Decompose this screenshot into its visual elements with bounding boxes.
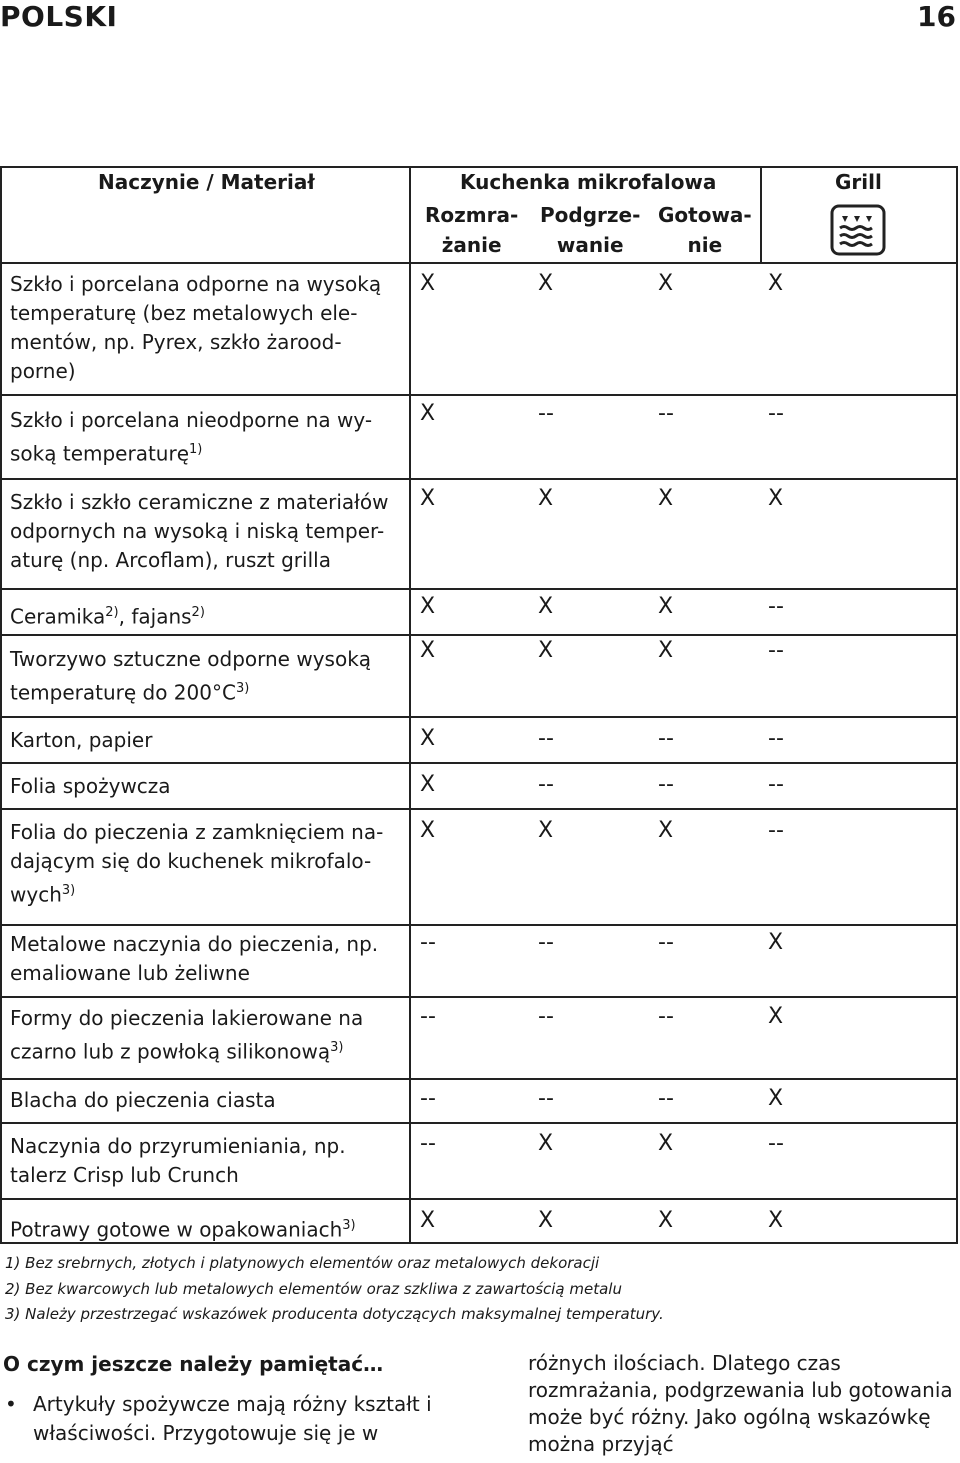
- bullet-icon: •: [5, 1392, 17, 1416]
- section-heading: O czym jeszcze należy pamiętać…: [3, 1352, 384, 1376]
- compatibility-mark: X: [538, 271, 554, 296]
- material-label: [10, 772, 171, 801]
- footnote-ref: 3): [330, 1040, 344, 1055]
- compatibility-mark: X: [420, 1208, 436, 1233]
- material-text: Metalowe naczynia do pieczenia, np. emaliowane lub żeliwne: [10, 932, 379, 985]
- table-rule: [0, 166, 958, 168]
- material-text: Formy do pieczenia lakierowane na czarno lub z powłoką silikonową: [10, 1006, 364, 1064]
- footnote: 1) Bez srebrnych, złotych i platynowych elementów oraz metalowych dekoracji: [5, 1254, 600, 1272]
- table-rule: [0, 924, 958, 926]
- material-text: , fajans: [118, 604, 192, 629]
- compatibility-mark: X: [658, 638, 674, 663]
- compatibility-mark: --: [768, 726, 784, 751]
- material-label: [10, 1211, 356, 1245]
- header-grill: Grill: [835, 170, 882, 194]
- sub-defrost: Rozmra- żanie: [425, 203, 519, 257]
- compatibility-mark: --: [420, 930, 436, 955]
- table-rule: [0, 1078, 958, 1080]
- compatibility-mark: X: [420, 818, 436, 843]
- table-rule: [0, 762, 958, 764]
- table-column-rule: [0, 166, 2, 1244]
- compatibility-mark: X: [538, 594, 554, 619]
- compatibility-mark: X: [768, 271, 784, 296]
- compatibility-mark: --: [768, 638, 784, 663]
- compatibility-mark: X: [658, 594, 674, 619]
- compatibility-mark: X: [538, 818, 554, 843]
- material-label: [10, 488, 388, 575]
- compatibility-mark: --: [538, 772, 554, 797]
- material-text: Szkło i porcelana nieodporne na wy- soką temperaturę: [10, 408, 373, 466]
- compatibility-mark: --: [658, 726, 674, 751]
- table-rule: [0, 808, 958, 810]
- material-text: Tworzywo sztuczne odporne wysoką temperaturę do 200°C: [10, 647, 372, 705]
- footnote-ref: 2): [105, 605, 119, 620]
- table-rule: [0, 634, 958, 636]
- material-text: Szkło i szkło ceramiczne z materiałów odpornych na wysoką i niską temper- aturę (np. Arcoflam), ruszt grilla: [10, 490, 389, 572]
- compatibility-mark: X: [420, 271, 436, 296]
- material-label: [10, 406, 372, 469]
- table-rule: [0, 588, 958, 590]
- material-label: [10, 726, 152, 755]
- footnote-ref: 1): [189, 442, 203, 457]
- bullet-text: Artykuły spożywcze mają różny kształt i właściwości. Przygotowuje się je w: [33, 1392, 432, 1445]
- material-text: Folia spożywcza: [10, 774, 171, 798]
- right-column-text: różnych ilościach. Dlatego czas rozmrażania, podgrzewania lub gotowania może być różny. Jako ogólną wskazówkę można przyjąć: [528, 1351, 953, 1456]
- compatibility-mark: --: [658, 772, 674, 797]
- compatibility-mark: X: [420, 401, 436, 426]
- compatibility-mark: X: [420, 594, 436, 619]
- compatibility-mark: --: [768, 401, 784, 426]
- compatibility-mark: --: [538, 1004, 554, 1029]
- sub-reheat: Podgrze- wanie: [540, 203, 641, 257]
- compatibility-mark: X: [420, 772, 436, 797]
- compatibility-mark: X: [768, 1208, 784, 1233]
- compatibility-mark: X: [420, 486, 436, 511]
- compatibility-mark: X: [768, 1086, 784, 1111]
- material-label: [10, 1086, 276, 1115]
- compatibility-mark: X: [658, 271, 674, 296]
- page-number: 16: [917, 0, 956, 33]
- compatibility-mark: --: [538, 930, 554, 955]
- compatibility-mark: --: [538, 1086, 554, 1111]
- table-rule: [0, 996, 958, 998]
- compatibility-mark: --: [538, 401, 554, 426]
- language-label: POLSKI: [0, 0, 118, 33]
- compatibility-mark: X: [420, 726, 436, 751]
- material-text: Folia do pieczenia z zamknięciem na- dającym się do kuchenek mikrofalo- wych: [10, 820, 384, 907]
- material-label: [10, 930, 378, 988]
- compatibility-mark: --: [420, 1131, 436, 1156]
- table-rule: [0, 1122, 958, 1124]
- compatibility-mark: X: [538, 1131, 554, 1156]
- material-label: [10, 598, 205, 632]
- footnote-ref: 3): [342, 1218, 356, 1233]
- footnote: 3) Należy przestrzegać wskazówek producenta dotyczących maksymalnej temperatury.: [5, 1305, 664, 1323]
- table-column-rule: [760, 166, 762, 262]
- compatibility-mark: --: [420, 1004, 436, 1029]
- compatibility-mark: X: [658, 486, 674, 511]
- compatibility-mark: X: [658, 1131, 674, 1156]
- material-label: [10, 645, 371, 708]
- header-material: Naczynie / Materiał: [98, 170, 315, 194]
- compatibility-mark: X: [538, 638, 554, 663]
- table-column-rule: [409, 166, 411, 1244]
- compatibility-mark: --: [658, 401, 674, 426]
- table-rule: [0, 262, 958, 264]
- compatibility-mark: --: [658, 1086, 674, 1111]
- material-label: [10, 1004, 363, 1067]
- footnote-ref: 3): [61, 883, 76, 898]
- material-text: Potrawy gotowe w opakowaniach: [10, 1217, 343, 1242]
- compatibility-mark: --: [768, 1131, 784, 1156]
- compatibility-mark: X: [768, 930, 784, 955]
- compatibility-mark: X: [538, 486, 554, 511]
- grill-icon: [830, 204, 886, 256]
- material-text: Karton, papier: [10, 728, 153, 752]
- table-rule: [0, 1198, 958, 1200]
- compatibility-mark: X: [420, 638, 436, 663]
- table-column-rule: [956, 166, 958, 1244]
- compatibility-mark: --: [538, 726, 554, 751]
- compatibility-mark: --: [768, 772, 784, 797]
- page-header: [0, 0, 960, 37]
- table-rule: [0, 478, 958, 480]
- material-label: [10, 818, 383, 910]
- compatibility-mark: X: [768, 1004, 784, 1029]
- compatibility-mark: X: [768, 486, 784, 511]
- compatibility-mark: --: [420, 1086, 436, 1111]
- footnote-ref: 2): [191, 605, 205, 620]
- header-microwave: Kuchenka mikrofalowa: [460, 170, 717, 194]
- compatibility-mark: X: [658, 818, 674, 843]
- material-label: [10, 1132, 346, 1190]
- material-label: [10, 270, 381, 386]
- table-rule: [0, 716, 958, 718]
- material-text: Szkło i porcelana odporne na wysoką temperaturę (bez metalowych ele- mentów, np. Pyrex, szkło żarood- porne): [10, 272, 382, 383]
- table-rule: [0, 394, 958, 396]
- compatibility-mark: --: [768, 818, 784, 843]
- footnote: 2) Bez kwarcowych lub metalowych elementów oraz szkliwa z zawartością metalu: [5, 1280, 622, 1298]
- footnote-ref: 3): [235, 681, 250, 696]
- sub-cook: Gotowa- nie: [658, 203, 752, 257]
- material-text: Ceramika: [10, 604, 106, 629]
- material-text: Naczynia do przyrumieniania, np. talerz Crisp lub Crunch: [10, 1134, 346, 1187]
- material-text: Blacha do pieczenia ciasta: [10, 1088, 276, 1112]
- compatibility-mark: X: [538, 1208, 554, 1233]
- compatibility-mark: --: [658, 1004, 674, 1029]
- compatibility-mark: X: [658, 1208, 674, 1233]
- compatibility-mark: --: [658, 930, 674, 955]
- compatibility-mark: --: [768, 594, 784, 619]
